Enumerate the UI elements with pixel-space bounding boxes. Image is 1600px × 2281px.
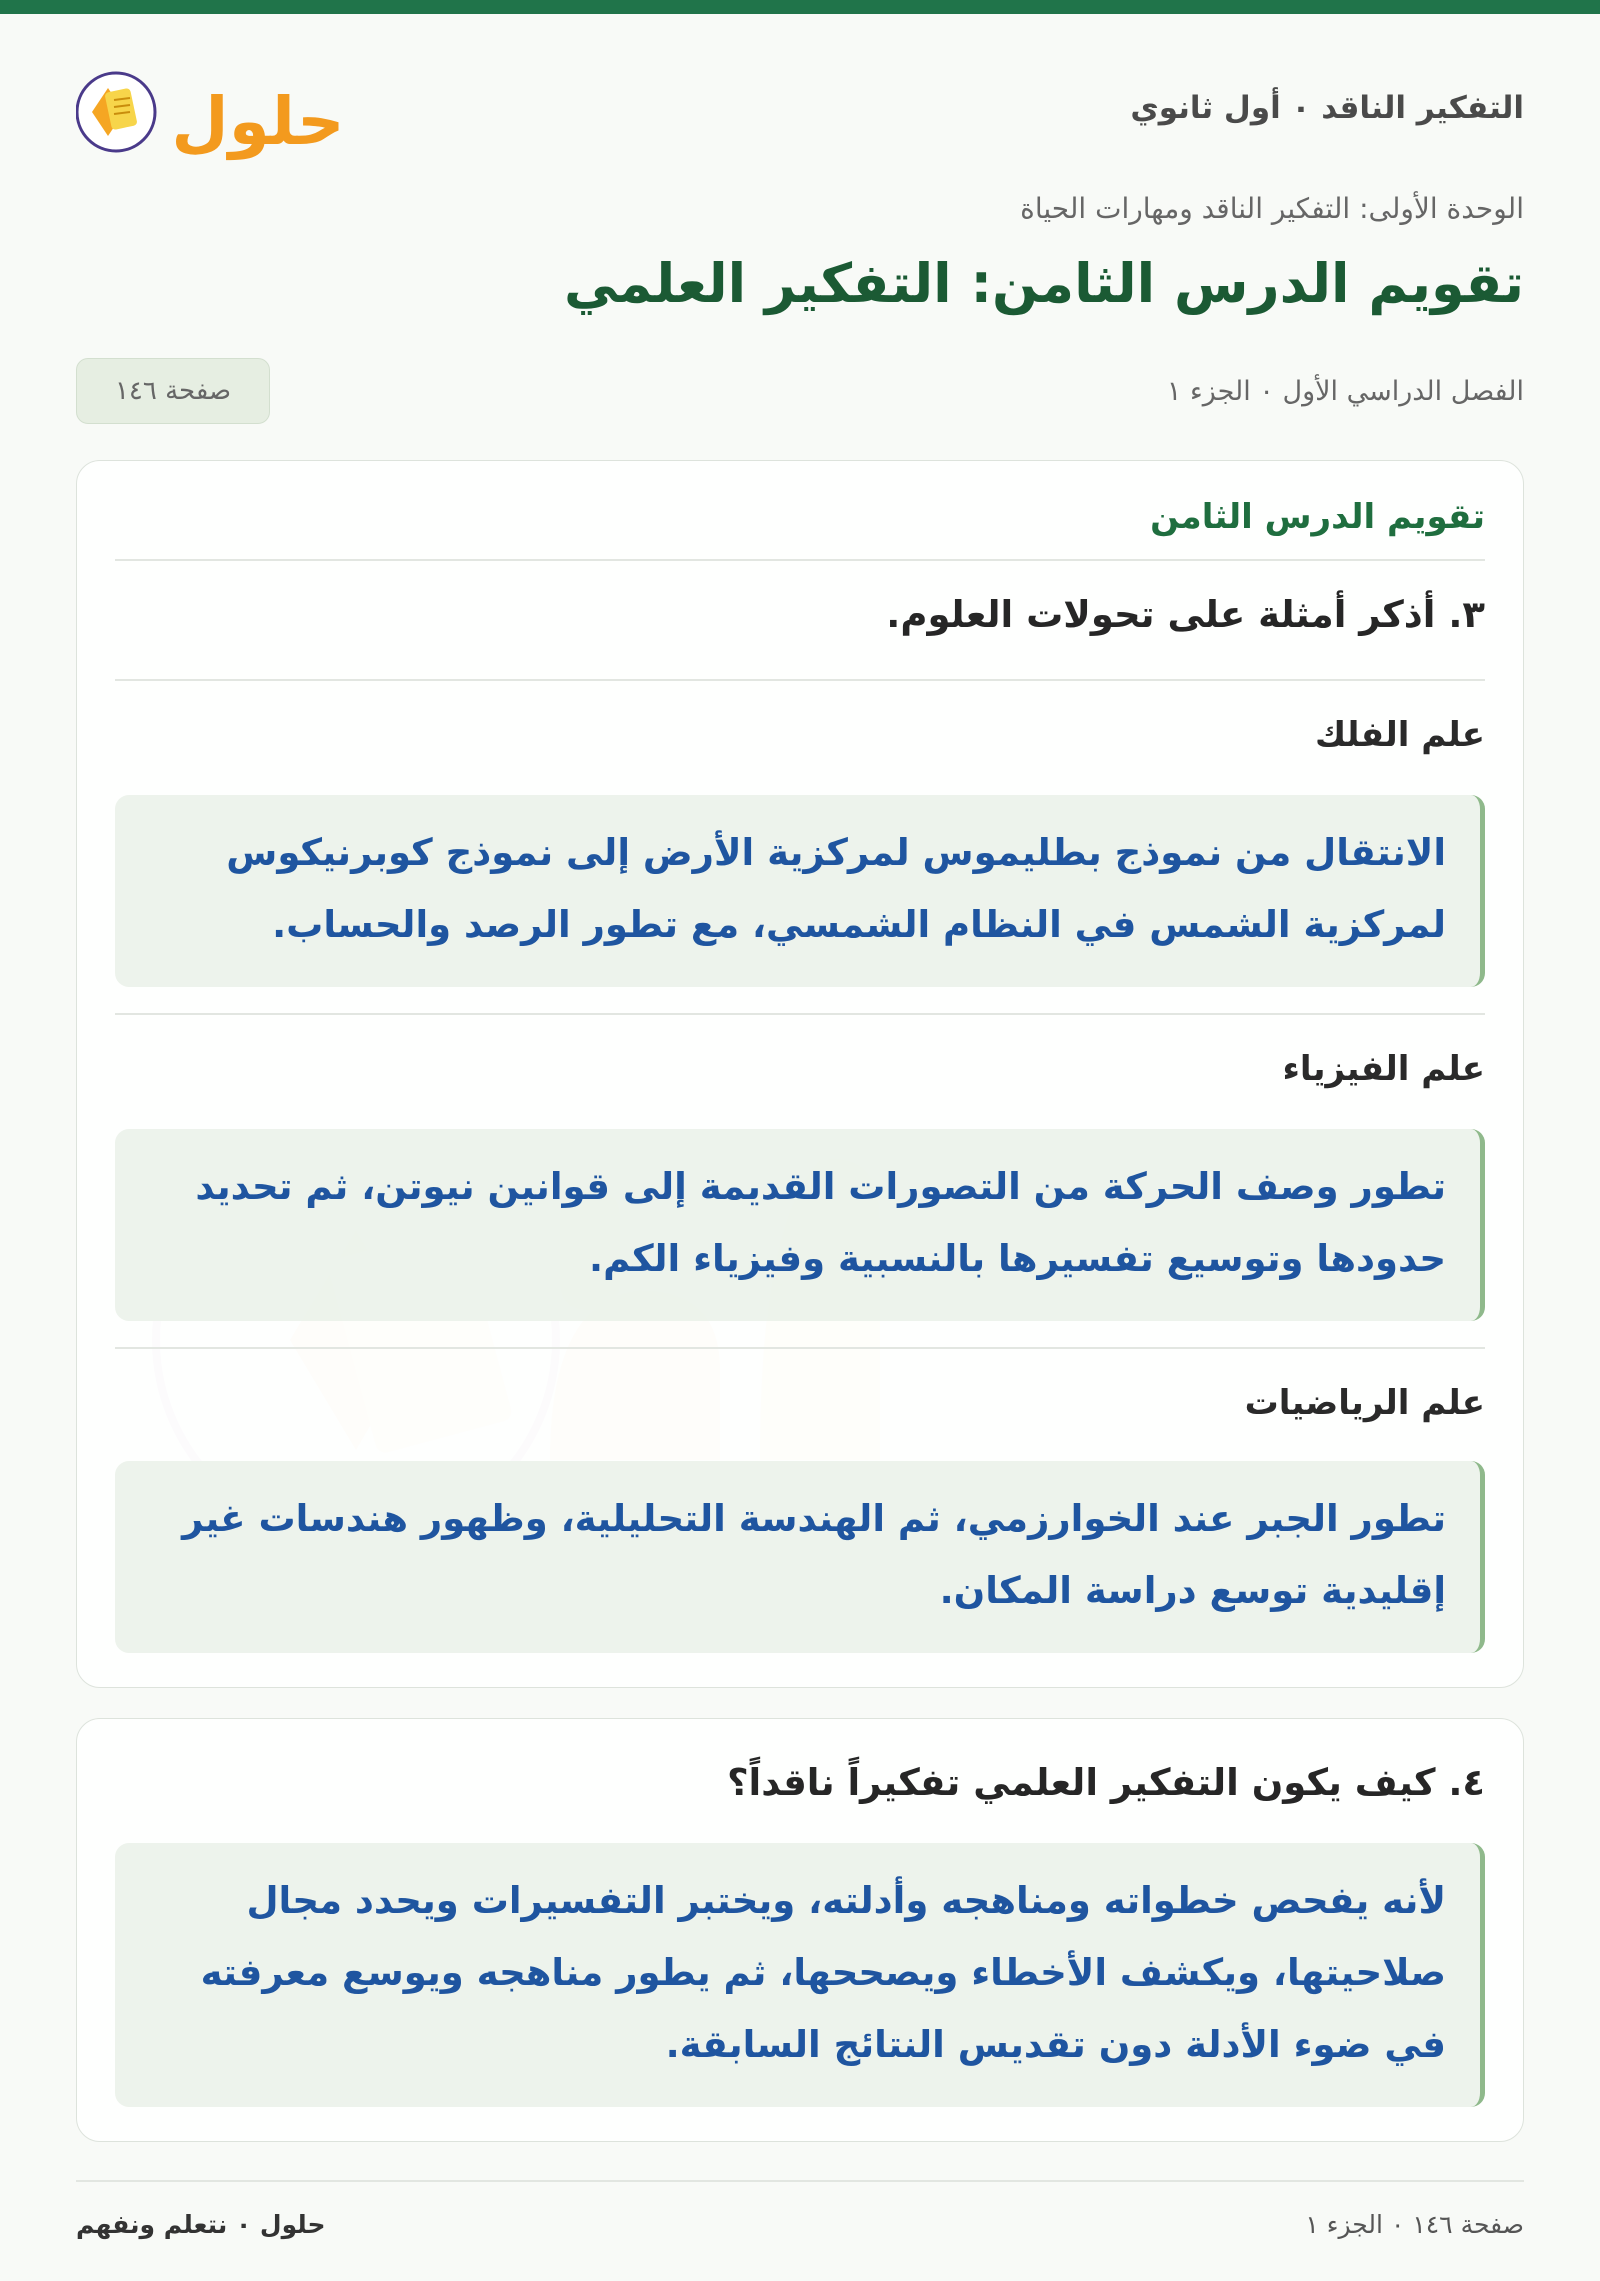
lesson-review-card	[76, 460, 1524, 1688]
page-header	[76, 52, 1524, 172]
logo-icon	[76, 52, 346, 172]
divider	[115, 1347, 1485, 1349]
svg-text:حلول: حلول	[171, 83, 345, 160]
heading-astronomy: علم الفلك	[1314, 715, 1485, 755]
semester-label: الفصل الدراسي الأول ٠ الجزء ١	[1166, 376, 1524, 407]
divider	[115, 679, 1485, 681]
divider	[115, 1013, 1485, 1015]
answer-astronomy: الانتقال من نموذج بطليموس لمركزية الأرض إلى نموذج كوبرنيكوس لمركزية الشمس في النظام الشمسي، مع تطور الرصد والحساب.	[115, 795, 1485, 987]
page-number-badge: صفحة ١٤٦	[76, 358, 270, 424]
question-4: ٤. كيف يكون التفكير العلمي تفكيراً ناقداً؟	[727, 1761, 1485, 1804]
top-accent-bar	[0, 0, 1600, 14]
section-title: تقويم الدرس الثامن	[1150, 497, 1485, 537]
heading-physics: علم الفيزياء	[1282, 1049, 1485, 1089]
answer-question-4: لأنه يفحص خطواته ومناهجه وأدلته، ويختبر التفسيرات ويحدد مجال صلاحيتها، ويكشف الأخطاء ويصححها، ثم يطور مناهجه ويوسع معرفته في ضوء الأدلة دون تقديس النتائج السابقة.	[115, 1843, 1485, 2107]
answer-mathematics: تطور الجبر عند الخوارزمي، ثم الهندسة التحليلية، وظهور هندسات غير إقليدية توسع دراسة المكان.	[115, 1461, 1485, 1653]
answer-physics: تطور وصف الحركة من التصورات القديمة إلى قوانين نيوتن، ثم تحديد حدودها وتوسيع تفسيرها بالنسبية وفيزياء الكم.	[115, 1129, 1485, 1321]
question-3: ٣. أذكر أمثلة على تحولات العلوم.	[886, 593, 1485, 636]
footer-divider	[76, 2180, 1524, 2182]
footer-page-info: صفحة ١٤٦ ٠ الجزء ١	[1305, 2210, 1524, 2239]
divider	[115, 559, 1485, 561]
page-title: تقويم الدرس الثامن: التفكير العلمي	[563, 252, 1524, 315]
hulul-logo[interactable]	[76, 52, 346, 172]
footer-brand: حلول ٠ نتعلم ونفهم	[76, 2210, 326, 2239]
question-4-card	[76, 1718, 1524, 2142]
unit-label: الوحدة الأولى: التفكير الناقد ومهارات الحياة	[1020, 192, 1524, 225]
heading-mathematics: علم الرياضيات	[1244, 1383, 1485, 1423]
subject-label: التفكير الناقد ٠ أول ثانوي	[1130, 90, 1524, 126]
